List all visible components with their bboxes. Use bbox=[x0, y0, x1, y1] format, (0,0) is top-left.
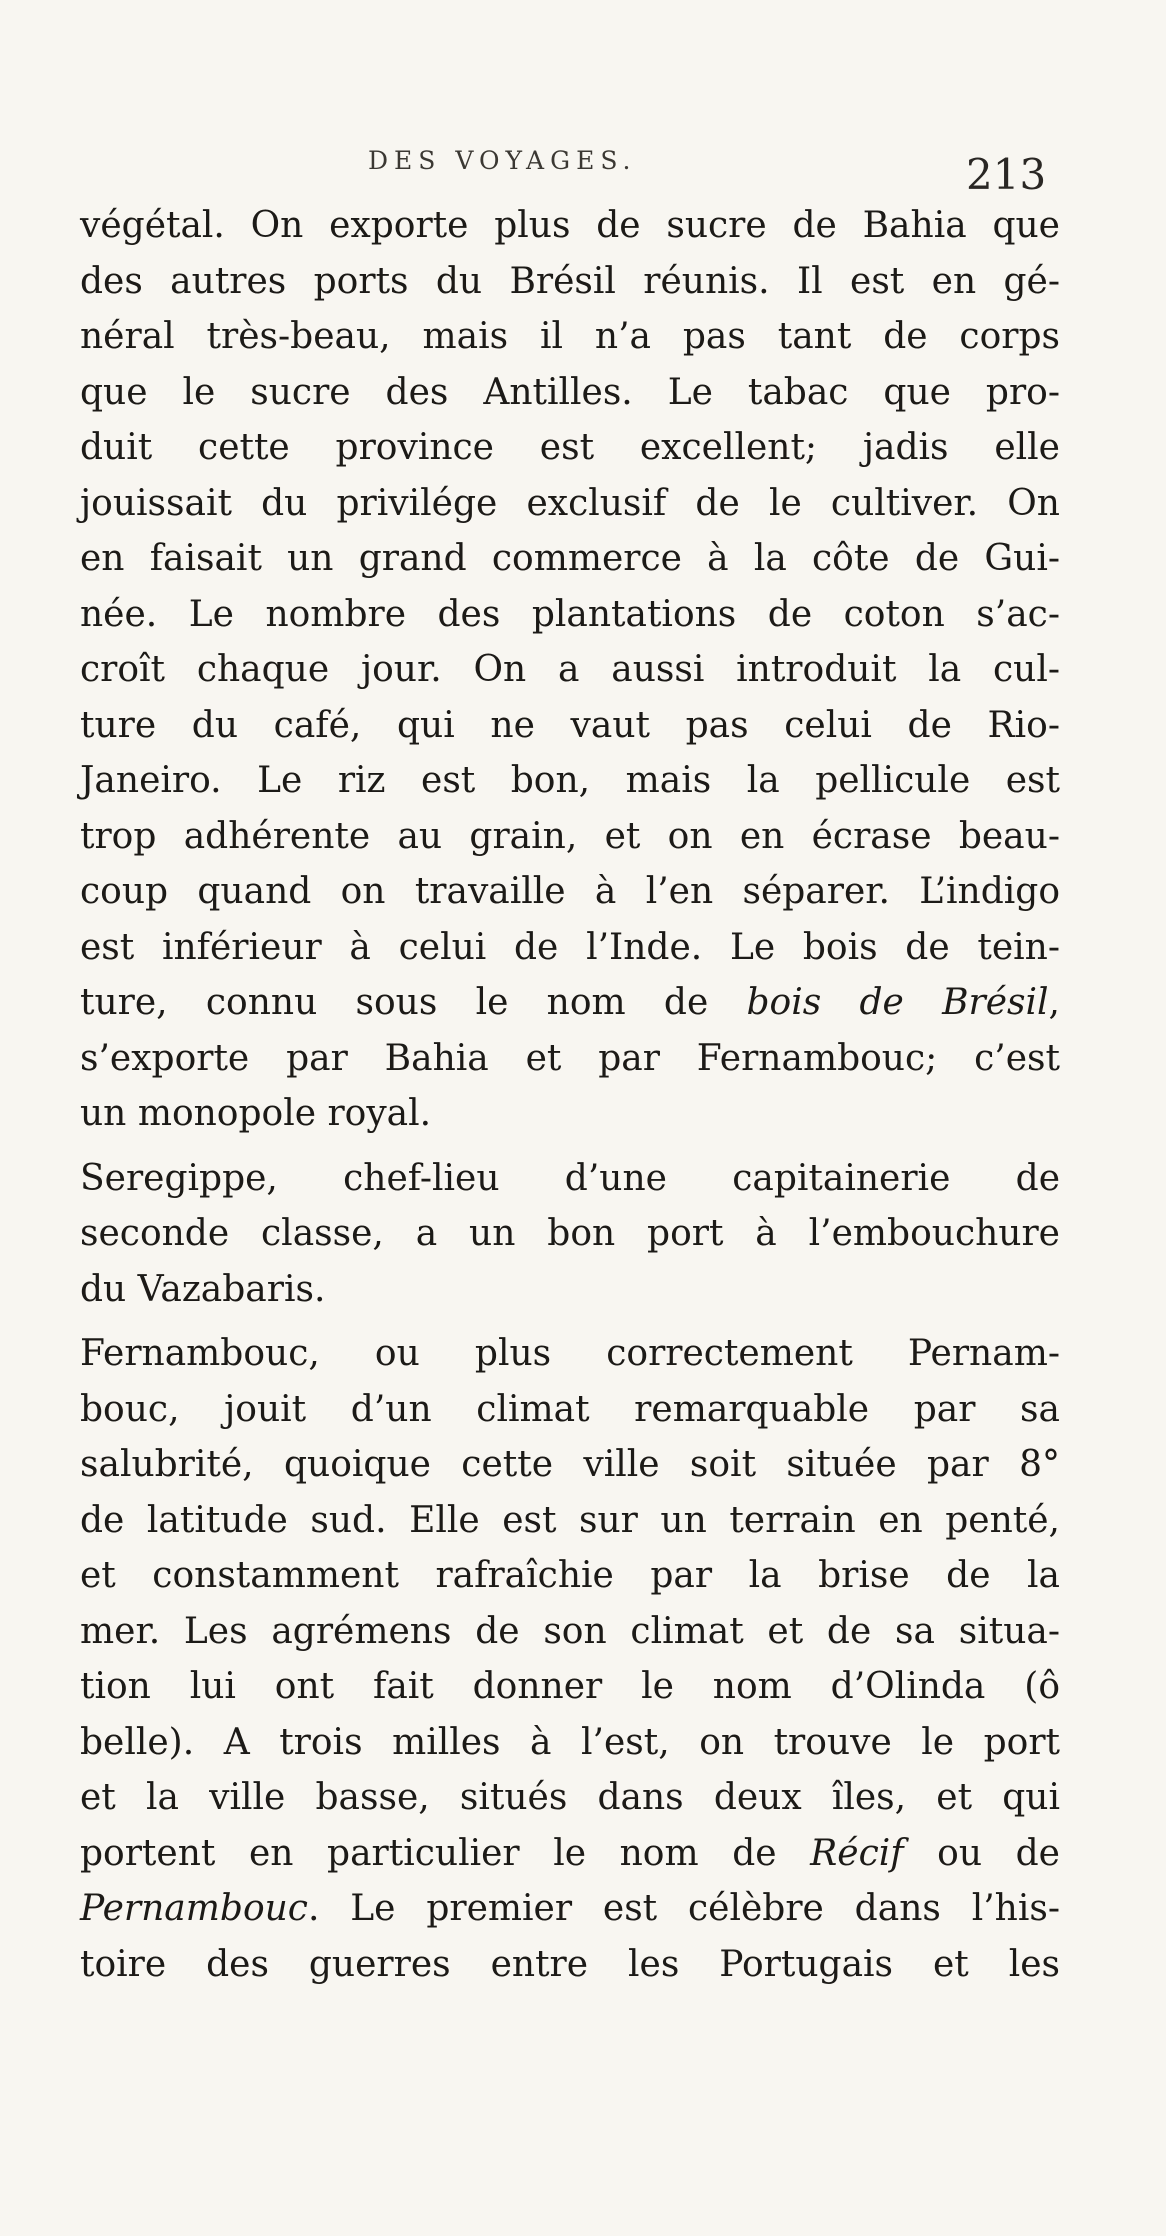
running-title: DES VOYAGES. bbox=[368, 146, 637, 175]
text-line: s’exporte par Bahia et par Fernambouc; c’est bbox=[80, 1037, 1060, 1079]
italic-term: Pernambouc bbox=[80, 1888, 308, 1929]
text-line: des autres ports du Brésil réunis. Il est en gé- bbox=[80, 260, 1060, 302]
paragraph-gap bbox=[80, 1142, 1060, 1151]
text-line: est inférieur à celui de l’Inde. Le bois de tein- bbox=[80, 926, 1060, 968]
text-line: néral très-beau, mais il n’a pas tant de corps bbox=[80, 316, 1060, 357]
text-line: Fernambouc, ou plus correctement Pernam- bbox=[80, 1333, 1060, 1374]
text-line: du Vazabaris. bbox=[80, 1268, 326, 1310]
paragraph-gap bbox=[80, 1317, 1060, 1326]
text-line: née. Le nombre des plantations de coton s’ac- bbox=[80, 593, 1060, 635]
text-line: toire des guerres entre les Portugais et les bbox=[80, 1943, 1060, 1985]
text-line: Janeiro. Le riz est bon, mais la pellicule est bbox=[80, 760, 1060, 801]
text-line: Seregippe, chef-lieu d’une capitainerie de bbox=[80, 1157, 1060, 1199]
text-line: jouissait du privilége exclusif de le cultiver. On bbox=[80, 482, 1060, 524]
body-text bbox=[80, 198, 1060, 1992]
text-segment: ture, connu sous le nom de bbox=[80, 982, 747, 1023]
italic-term: bois de Brésil bbox=[746, 982, 1049, 1023]
text-line: végétal. On exporte plus de sucre de Bahia que bbox=[80, 205, 1060, 246]
text-line: en faisait un grand commerce à la côte de Gui- bbox=[80, 538, 1060, 579]
text-line-with-italic bbox=[80, 1881, 1060, 1937]
text-line: un monopole royal. bbox=[80, 1093, 432, 1134]
text-line: tion lui ont fait donner le nom d’Olinda (ô bbox=[80, 1666, 1060, 1707]
text-line-with-italic bbox=[80, 975, 1060, 1031]
text-line: de latitude sud. Elle est sur un terrain en penté, bbox=[80, 1499, 1060, 1541]
text-line: belle). A trois milles à l’est, on trouve le port bbox=[80, 1721, 1060, 1763]
text-line: salubrité, quoique cette ville soit située par 8° bbox=[80, 1444, 1060, 1485]
text-line: et la ville basse, situés dans deux îles, et qui bbox=[80, 1777, 1060, 1818]
text-line: mer. Les agrémens de son climat et de sa situa- bbox=[80, 1610, 1060, 1652]
text-line: duit cette province est excellent; jadis elle bbox=[80, 427, 1060, 468]
text-line: que le sucre des Antilles. Le tabac que pro- bbox=[80, 371, 1060, 413]
text-line: seconde classe, a un bon port à l’embouchure bbox=[80, 1213, 1060, 1254]
paragraph-2 bbox=[80, 1151, 1060, 1318]
text-line: croît chaque jour. On a aussi introduit la cul- bbox=[80, 649, 1060, 690]
page-number: 213 bbox=[966, 150, 1047, 199]
text-segment: portent en particulier le nom de bbox=[80, 1832, 811, 1874]
text-line: et constamment rafraîchie par la brise de la bbox=[80, 1555, 1060, 1596]
text-line: bouc, jouit d’un climat remarquable par sa bbox=[80, 1388, 1060, 1430]
text-segment: . Le premier est célèbre dans l’his- bbox=[307, 1888, 1060, 1929]
paragraph-1 bbox=[80, 198, 1060, 1142]
text-line: ture du café, qui ne vaut pas celui de Rio- bbox=[80, 704, 1060, 746]
paragraph-3 bbox=[80, 1326, 1060, 1992]
text-line-with-italic bbox=[80, 1826, 1060, 1882]
text-line: trop adhérente au grain, et on en écrase beau- bbox=[80, 815, 1060, 857]
text-line: coup quand on travaille à l’en séparer. L’indigo bbox=[80, 871, 1060, 912]
text-segment: ou de bbox=[903, 1832, 1060, 1874]
italic-term: Récif bbox=[810, 1832, 904, 1874]
text-segment: , bbox=[1048, 982, 1060, 1023]
